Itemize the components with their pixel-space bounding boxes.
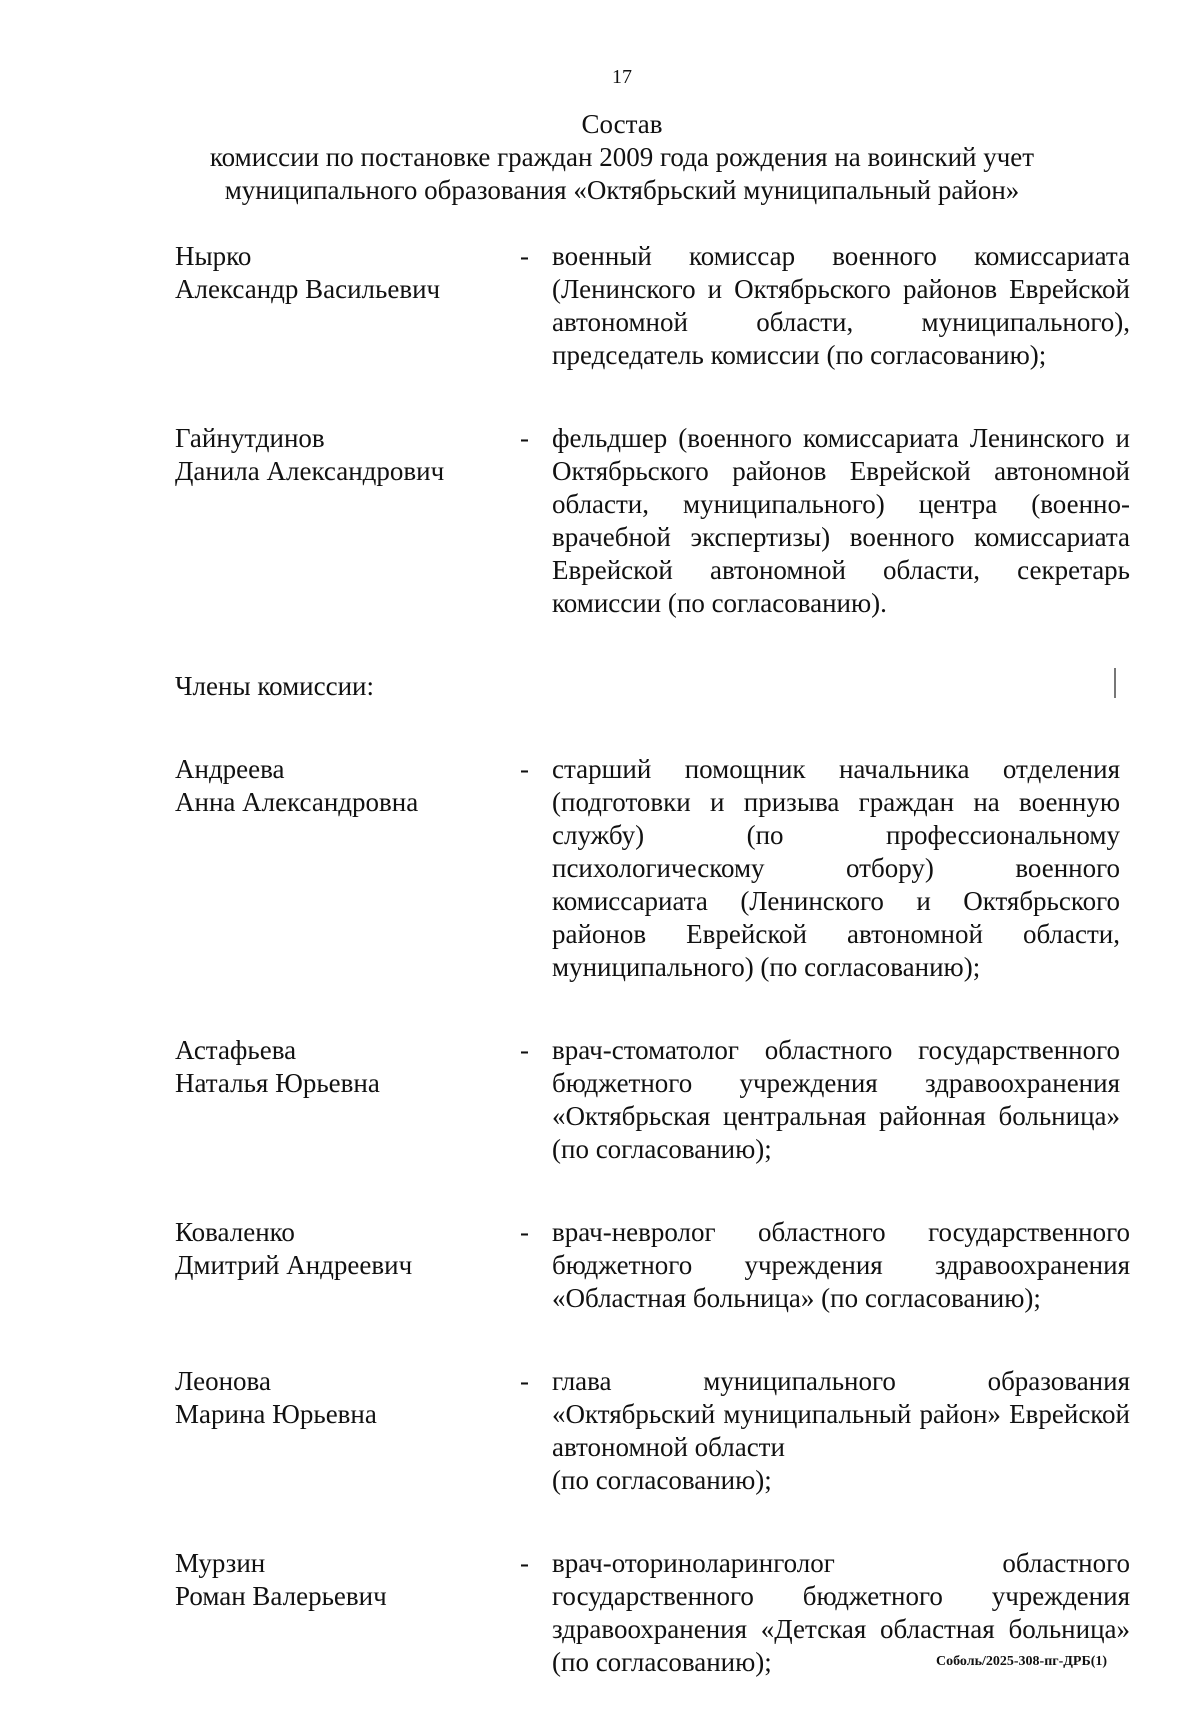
dash: -	[520, 754, 529, 784]
person-role-main: глава муниципального образования «Октябрьский муниципальный район» Еврейской автономной области	[552, 1366, 1130, 1462]
footer-document-code: Соболь/2025-308-пг-ДРБ(1)	[936, 1654, 1108, 1669]
dash: -	[520, 1548, 529, 1578]
person-surname: Нырко	[175, 241, 252, 271]
title-line-2: комиссии по постановке граждан 2009 года рождения на воинский учет	[209, 142, 1035, 172]
person-role: фельдшер (военного комиссариата Ленинского и Октябрьского районов Еврейской автономной области, муниципального) центра (военно-врачебной экспертизы) военного комиссариата Еврейской автономной области, секретарь комиссии (по согласованию).	[552, 423, 1130, 618]
title-line-3: муниципального образования «Октябрьский муниципальный район»	[224, 175, 1020, 205]
person-given-names: Дмитрий Андреевич	[175, 1250, 413, 1280]
members-label: Члены комиссии:	[175, 671, 374, 701]
person-name	[175, 240, 520, 372]
person-role: военный комиссар военного комиссариата (Ленинского и Октябрьского районов Еврейской автономной области, муниципального), председатель комиссии (по согласованию);	[552, 241, 1130, 370]
person-name	[175, 1034, 520, 1166]
page-number: 17	[612, 66, 632, 88]
person-given-names: Данила Александрович	[175, 456, 445, 486]
commission-entry	[175, 1365, 1130, 1497]
person-role: врач-стоматолог областного государственного бюджетного учреждения здравоохранения «Октябрьская центральная районная больница» (по согласованию);	[552, 1035, 1120, 1164]
commission-list	[175, 240, 1130, 1679]
person-name	[175, 1547, 520, 1679]
person-surname: Мурзин	[175, 1548, 266, 1578]
commission-entry	[175, 240, 1130, 372]
person-surname: Леонова	[175, 1366, 271, 1396]
person-given-names: Александр Васильевич	[175, 274, 441, 304]
person-name	[175, 422, 520, 620]
person-surname: Андреева	[175, 754, 285, 784]
dash: -	[520, 241, 529, 271]
person-name	[175, 753, 520, 984]
dash: -	[520, 1035, 529, 1065]
person-given-names: Наталья Юрьевна	[175, 1068, 380, 1098]
commission-entry	[175, 753, 1120, 984]
person-surname: Астафьева	[175, 1035, 297, 1065]
document-title	[22, 108, 1200, 207]
dash: -	[520, 1217, 529, 1247]
commission-entry	[175, 422, 1130, 620]
person-role: старший помощник начальника отделения (подготовки и призыва граждан на военную службу) (по профессиональному психологическому отбору) военного комиссариата (Ленинского и Октябрьского районов Еврейской автономной области, муниципального) (по согласованию);	[552, 754, 1120, 982]
person-role-tail: (по согласованию);	[552, 1465, 772, 1495]
person-given-names: Роман Валерьевич	[175, 1581, 387, 1611]
commission-entry	[175, 1216, 1130, 1315]
dash: -	[520, 1366, 529, 1396]
commission-entry	[175, 1034, 1120, 1166]
dash: -	[520, 423, 529, 453]
person-name	[175, 1216, 520, 1315]
person-surname: Коваленко	[175, 1217, 295, 1247]
person-given-names: Анна Александровна	[175, 787, 419, 817]
margin-mark	[1114, 668, 1116, 698]
person-surname: Гайнутдинов	[175, 423, 325, 453]
person-role: врач-оториноларинголог областного государственного бюджетного учреждения здравоохранения «Детская областная больница» (по согласованию);	[552, 1548, 1130, 1677]
person-given-names: Марина Юрьевна	[175, 1399, 377, 1429]
title-line-1: Состав	[581, 109, 663, 139]
person-role	[552, 1365, 1130, 1497]
person-name	[175, 1365, 520, 1497]
person-role: врач-невролог областного государственного бюджетного учреждения здравоохранения «Областная больница» (по согласованию);	[552, 1217, 1130, 1313]
